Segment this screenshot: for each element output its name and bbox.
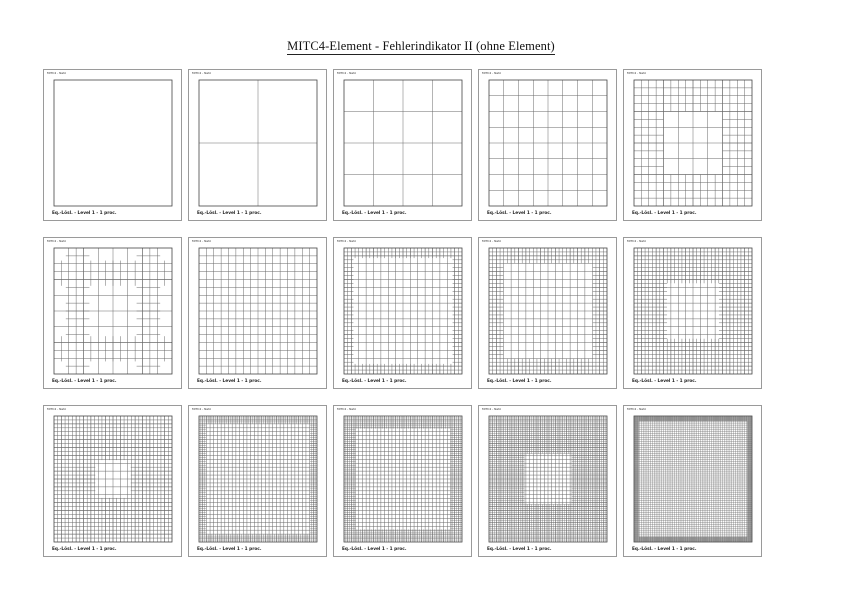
mesh-drawing [338, 246, 468, 376]
panel-header-label: MITC4 - Netz [47, 407, 66, 411]
panel-header-label: MITC4 - Netz [47, 71, 66, 75]
panel-footer-label: Eq.-Lösl. - Level 1 - 1 proc. [487, 211, 552, 216]
mesh-drawing [338, 414, 468, 544]
panel-footer-label: Eq.-Lösl. - Level 1 - 1 proc. [632, 211, 697, 216]
panel-header-label: MITC4 - Netz [627, 71, 646, 75]
mesh-panel [333, 237, 472, 389]
panel-footer-label: Eq.-Lösl. - Level 1 - 1 proc. [52, 547, 117, 552]
panel-header-label: MITC4 - Netz [482, 239, 501, 243]
panel-footer-label: Eq.-Lösl. - Level 1 - 1 proc. [632, 547, 697, 552]
panel-header-label: MITC4 - Netz [627, 239, 646, 243]
mesh-panel [478, 69, 617, 221]
mesh-drawing [483, 246, 613, 376]
mesh-panel [333, 69, 472, 221]
mesh-panel [43, 405, 182, 557]
mesh-drawing [338, 78, 468, 208]
mesh-panel [623, 237, 762, 389]
panel-header-label: MITC4 - Netz [337, 71, 356, 75]
mesh-boundary [54, 80, 172, 206]
panel-footer-label: Eq.-Lösl. - Level 1 - 1 proc. [52, 211, 117, 216]
panel-footer-label: Eq.-Lösl. - Level 1 - 1 proc. [197, 211, 262, 216]
mesh-panel [478, 237, 617, 389]
panel-footer-label: Eq.-Lösl. - Level 1 - 1 proc. [487, 379, 552, 384]
mesh-panel [188, 237, 327, 389]
mesh-drawing [628, 78, 758, 208]
panel-header-label: MITC4 - Netz [337, 407, 356, 411]
panel-footer-label: Eq.-Lösl. - Level 1 - 1 proc. [197, 379, 262, 384]
panel-footer-label: Eq.-Lösl. - Level 1 - 1 proc. [52, 379, 117, 384]
mesh-drawing [483, 414, 613, 544]
panel-header-label: MITC4 - Netz [47, 239, 66, 243]
panel-footer-label: Eq.-Lösl. - Level 1 - 1 proc. [342, 211, 407, 216]
mesh-drawing [48, 78, 178, 208]
mesh-drawing [193, 246, 323, 376]
mesh-drawing [193, 78, 323, 208]
mesh-panel [43, 69, 182, 221]
mesh-panel [188, 69, 327, 221]
panel-footer-label: Eq.-Lösl. - Level 1 - 1 proc. [342, 379, 407, 384]
mesh-panel [623, 405, 762, 557]
panel-header-label: MITC4 - Netz [192, 239, 211, 243]
mesh-drawing [193, 414, 323, 544]
panel-header-label: MITC4 - Netz [192, 71, 211, 75]
panel-header-label: MITC4 - Netz [337, 239, 356, 243]
panel-footer-label: Eq.-Lösl. - Level 1 - 1 proc. [487, 547, 552, 552]
panel-header-label: MITC4 - Netz [482, 71, 501, 75]
mesh-panel [188, 405, 327, 557]
mesh-drawing [483, 78, 613, 208]
panel-header-label: MITC4 - Netz [482, 407, 501, 411]
panel-header-label: MITC4 - Netz [192, 407, 211, 411]
mesh-panel [478, 405, 617, 557]
mesh-panel [623, 69, 762, 221]
mesh-panel [333, 405, 472, 557]
page-title-text: MITC4-Element - Fehlerindikator II (ohne Element) [287, 39, 555, 53]
mesh-drawing [48, 414, 178, 544]
panel-header-label: MITC4 - Netz [627, 407, 646, 411]
panel-footer-label: Eq.-Lösl. - Level 1 - 1 proc. [197, 547, 262, 552]
panel-footer-label: Eq.-Lösl. - Level 1 - 1 proc. [342, 547, 407, 552]
mesh-panel [43, 237, 182, 389]
mesh-drawing [48, 246, 178, 376]
mesh-drawing [628, 414, 758, 544]
mesh-drawing [628, 246, 758, 376]
panel-footer-label: Eq.-Lösl. - Level 1 - 1 proc. [632, 379, 697, 384]
